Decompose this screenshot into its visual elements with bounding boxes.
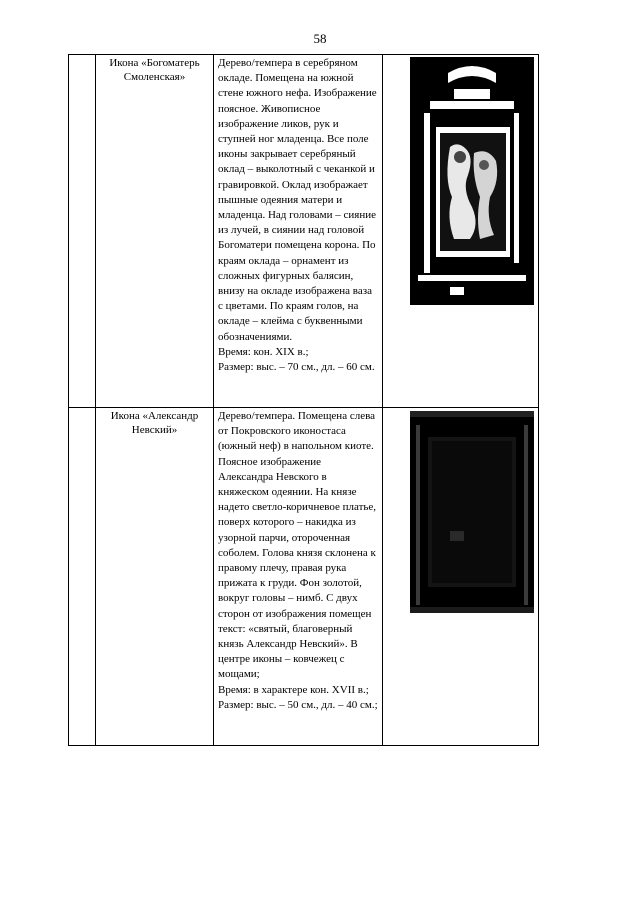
item-size: Размер: выс. – 70 см., дл. – 60 см. [218,361,375,374]
catalog-table [68,54,539,746]
item-size: Размер: выс. – 50 см., дл. – 40 см.; [218,698,378,711]
row-index-cell [69,408,96,746]
item-photo-cell [383,55,539,408]
table-row [69,408,539,746]
table-row [69,55,539,408]
item-name: Икона «Александр Невский» [110,410,199,436]
item-photo-cell [383,408,539,746]
item-name: Икона «Богоматерь Смоленская» [109,57,200,83]
icon-photo [410,57,534,305]
item-description: Дерево/темпера в серебряном окладе. Помещена на южной стене южного нефа. Изображение поясное. Живописное изображение ликов, рук и ступней ног младенца. Все поле иконы закрывает серебряный оклад – выколотный с чеканкой и гравировкой. Оклад изображает пышные одеяния матери и младенца. Над головами – сияние из лучей, в сиянии над головой Богоматери помещена корона. По краям оклада – орнамент из сложных фигурных балясин, внизу на окладе изображена ваза с цветами. По краям голов, на окладе – клейма с буквенными обозначениями. [218,57,377,343]
row-index-cell [69,55,96,408]
page-number: 58 [313,31,327,46]
item-name-cell [96,408,214,746]
item-description-cell [214,55,383,408]
icon-photo [410,411,534,613]
item-time: Время: в характере кон. XVII в.; [218,683,369,696]
item-description-cell [214,408,383,746]
item-time: Время: кон. XIX в.; [218,345,309,358]
item-name-cell [96,55,214,408]
item-description: Дерево/темпера. Помещена слева от Покровского иконостаса (южный неф) в напольном киоте. Поясное изображение Александра Невского в княжеском одеянии. На князе надето светло-коричневое платье, поверх которого – накидка из узорной парчи, отороченная соболем. Голова князя склонена к правому плечу, правая рука прижата к груди. Фон золотой, вокруг головы – нимб. С двух сторон от изображения помещен текст: «святый, благоверный князь Александр Невский». В центре иконы – ковчежец с мощами; [218,410,377,681]
